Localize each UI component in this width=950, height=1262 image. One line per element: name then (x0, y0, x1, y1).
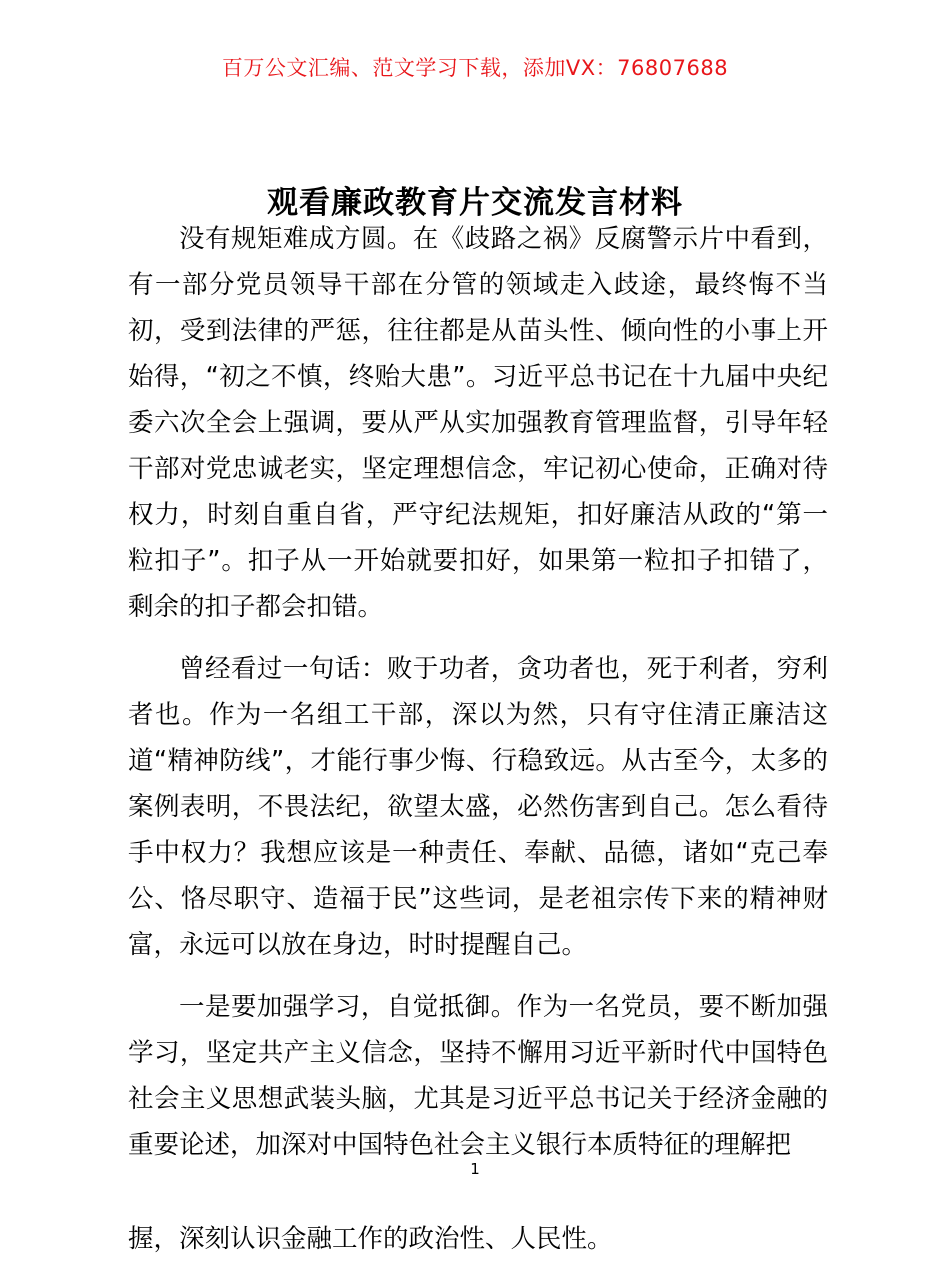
paragraph: 曾经看过一句话：败于功者，贪功者也，死于利者，穷利者也。作为一名组工干部，深以为然，只有守住清正廉洁这道“精神防线”，才能行事少悔、行稳致远。从古至今，太多的案例表明，不畏法纪，欲望太盛，必然伤害到自己。怎么看待手中权力？我想应该是一种责任、奉献、品德，诸如“克己奉公、恪尽职守、造福于民”这些词，是老祖宗传下来的精神财富，永远可以放在身边，时时提醒自己。 (128, 654, 828, 960)
clipped-next-line: 握，深刻认识金融工作的政治性、人民性。 (128, 1224, 613, 1254)
paragraph: 没有规矩难成方圆。在《歧路之祸》反腐警示片中看到，有一部分党员领导干部在分管的领域走入歧途，最终悔不当初，受到法律的严惩，往往都是从苗头性、倾向性的小事上开始得，“初之不慎，终贻大患”。习近平总书记在十九届中央纪委六次全会上强调，要从严从实加强教育管理监督，引导年轻干部对党忠诚老实，坚定理想信念，牢记初心使命，正确对待权力，时刻自重自省，严守纪法规矩，扣好廉洁从政的“第一粒扣子”。扣子从一开始就要扣好，如果第一粒扣子扣错了，剩余的扣子都会扣错。 (128, 224, 828, 622)
page-number: 1 (470, 1160, 480, 1178)
document-body (128, 216, 828, 1184)
page-title: 观看廉政教育片交流发言材料 (267, 184, 683, 221)
paragraph: 一是要加强学习，自觉抵御。作为一名党员，要不断加强学习，坚定共产主义信念，坚持不懈用习近平新时代中国特色社会主义思想武装头脑，尤其是习近平总书记关于经济金融的重要论述，加深对中国特色社会主义银行本质特征的理解把 (128, 992, 828, 1160)
watermark-text: 百万公文汇编、范文学习下载，添加VX：76807688 (221, 56, 729, 80)
